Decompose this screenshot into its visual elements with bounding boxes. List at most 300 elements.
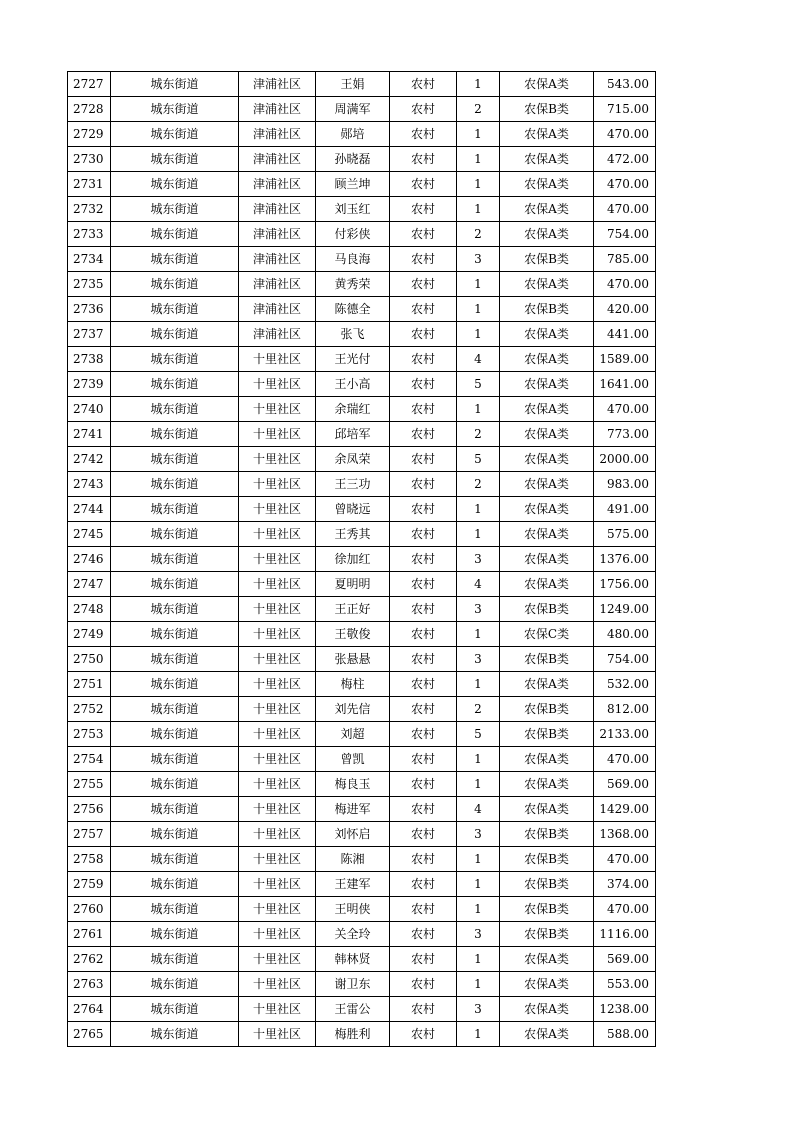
record-number-cell: 2730: [68, 147, 111, 172]
community-cell: 津浦社区: [239, 147, 316, 172]
amount-cell: 553.00: [594, 972, 656, 997]
household-size-cell: 5: [457, 447, 500, 472]
household-size-cell: 1: [457, 122, 500, 147]
name-cell: 孙晓磊: [316, 147, 390, 172]
name-cell: 谢卫东: [316, 972, 390, 997]
subdistrict-cell: 城东街道: [111, 847, 239, 872]
table-row: [68, 772, 656, 797]
household-type-cell: 农村: [390, 972, 457, 997]
community-cell: 津浦社区: [239, 222, 316, 247]
table-row: [68, 497, 656, 522]
amount-cell: 491.00: [594, 497, 656, 522]
community-cell: 津浦社区: [239, 322, 316, 347]
record-number-cell: 2734: [68, 247, 111, 272]
table-row: [68, 547, 656, 572]
household-size-cell: 5: [457, 372, 500, 397]
insurance-category-cell: 农保A类: [500, 797, 594, 822]
subdistrict-cell: 城东街道: [111, 972, 239, 997]
household-size-cell: 2: [457, 697, 500, 722]
table-row: [68, 622, 656, 647]
table-body: [68, 72, 656, 1047]
household-size-cell: 4: [457, 572, 500, 597]
amount-cell: 532.00: [594, 672, 656, 697]
name-cell: 顾兰坤: [316, 172, 390, 197]
household-size-cell: 1: [457, 622, 500, 647]
household-size-cell: 1: [457, 272, 500, 297]
subdistrict-cell: 城东街道: [111, 322, 239, 347]
name-cell: 徐加红: [316, 547, 390, 572]
household-type-cell: 农村: [390, 647, 457, 672]
record-number-cell: 2735: [68, 272, 111, 297]
insurance-category-cell: 农保A类: [500, 547, 594, 572]
record-number-cell: 2751: [68, 672, 111, 697]
record-number-cell: 2758: [68, 847, 111, 872]
community-cell: 十里社区: [239, 472, 316, 497]
household-type-cell: 农村: [390, 822, 457, 847]
household-size-cell: 1: [457, 947, 500, 972]
record-number-cell: 2728: [68, 97, 111, 122]
subdistrict-cell: 城东街道: [111, 747, 239, 772]
subdistrict-cell: 城东街道: [111, 422, 239, 447]
record-number-cell: 2732: [68, 197, 111, 222]
table-row: [68, 747, 656, 772]
household-type-cell: 农村: [390, 497, 457, 522]
household-size-cell: 1: [457, 497, 500, 522]
household-size-cell: 1: [457, 747, 500, 772]
amount-cell: 1756.00: [594, 572, 656, 597]
subdistrict-cell: 城东街道: [111, 472, 239, 497]
record-number-cell: 2739: [68, 372, 111, 397]
table-row: [68, 522, 656, 547]
household-size-cell: 4: [457, 797, 500, 822]
name-cell: 余瑞红: [316, 397, 390, 422]
subdistrict-cell: 城东街道: [111, 72, 239, 97]
subdistrict-cell: 城东街道: [111, 697, 239, 722]
amount-cell: 983.00: [594, 472, 656, 497]
subdistrict-cell: 城东街道: [111, 172, 239, 197]
subdistrict-cell: 城东街道: [111, 647, 239, 672]
household-type-cell: 农村: [390, 197, 457, 222]
household-size-cell: 1: [457, 872, 500, 897]
household-type-cell: 农村: [390, 422, 457, 447]
household-type-cell: 农村: [390, 322, 457, 347]
record-number-cell: 2749: [68, 622, 111, 647]
insurance-category-cell: 农保A类: [500, 497, 594, 522]
name-cell: 张飞: [316, 322, 390, 347]
household-type-cell: 农村: [390, 147, 457, 172]
household-size-cell: 2: [457, 472, 500, 497]
record-number-cell: 2741: [68, 422, 111, 447]
amount-cell: 470.00: [594, 122, 656, 147]
community-cell: 十里社区: [239, 647, 316, 672]
amount-cell: 480.00: [594, 622, 656, 647]
name-cell: 王秀其: [316, 522, 390, 547]
insurance-category-cell: 农保A类: [500, 447, 594, 472]
household-type-cell: 农村: [390, 222, 457, 247]
household-size-cell: 1: [457, 847, 500, 872]
record-number-cell: 2760: [68, 897, 111, 922]
amount-cell: 470.00: [594, 847, 656, 872]
roster-table: [67, 71, 656, 1047]
insurance-category-cell: 农保A类: [500, 122, 594, 147]
subdistrict-cell: 城东街道: [111, 547, 239, 572]
subdistrict-cell: 城东街道: [111, 297, 239, 322]
record-number-cell: 2740: [68, 397, 111, 422]
household-size-cell: 1: [457, 522, 500, 547]
name-cell: 王小高: [316, 372, 390, 397]
amount-cell: 1368.00: [594, 822, 656, 847]
record-number-cell: 2727: [68, 72, 111, 97]
record-number-cell: 2737: [68, 322, 111, 347]
insurance-category-cell: 农保B类: [500, 697, 594, 722]
name-cell: 曾晓远: [316, 497, 390, 522]
name-cell: 王娟: [316, 72, 390, 97]
record-number-cell: 2759: [68, 872, 111, 897]
amount-cell: 470.00: [594, 897, 656, 922]
subdistrict-cell: 城东街道: [111, 897, 239, 922]
insurance-category-cell: 农保A类: [500, 197, 594, 222]
household-size-cell: 3: [457, 247, 500, 272]
table-row: [68, 72, 656, 97]
community-cell: 十里社区: [239, 372, 316, 397]
name-cell: 刘超: [316, 722, 390, 747]
amount-cell: 374.00: [594, 872, 656, 897]
subdistrict-cell: 城东街道: [111, 1022, 239, 1047]
subdistrict-cell: 城东街道: [111, 622, 239, 647]
name-cell: 梅良玉: [316, 772, 390, 797]
household-type-cell: 农村: [390, 522, 457, 547]
household-size-cell: 2: [457, 97, 500, 122]
community-cell: 十里社区: [239, 1022, 316, 1047]
household-type-cell: 农村: [390, 297, 457, 322]
insurance-category-cell: 农保A类: [500, 147, 594, 172]
record-number-cell: 2764: [68, 997, 111, 1022]
name-cell: 梅进军: [316, 797, 390, 822]
table-row: [68, 872, 656, 897]
subdistrict-cell: 城东街道: [111, 822, 239, 847]
name-cell: 韩林贤: [316, 947, 390, 972]
household-size-cell: 4: [457, 347, 500, 372]
household-type-cell: 农村: [390, 672, 457, 697]
insurance-category-cell: 农保B类: [500, 597, 594, 622]
name-cell: 夏明明: [316, 572, 390, 597]
subdistrict-cell: 城东街道: [111, 797, 239, 822]
household-size-cell: 3: [457, 922, 500, 947]
subdistrict-cell: 城东街道: [111, 522, 239, 547]
table-row: [68, 797, 656, 822]
name-cell: 王正好: [316, 597, 390, 622]
insurance-category-cell: 农保A类: [500, 972, 594, 997]
insurance-category-cell: 农保A类: [500, 1022, 594, 1047]
amount-cell: 1238.00: [594, 997, 656, 1022]
community-cell: 十里社区: [239, 947, 316, 972]
name-cell: 刘先信: [316, 697, 390, 722]
household-type-cell: 农村: [390, 947, 457, 972]
household-type-cell: 农村: [390, 697, 457, 722]
community-cell: 十里社区: [239, 522, 316, 547]
table-row: [68, 472, 656, 497]
insurance-category-cell: 农保B类: [500, 847, 594, 872]
amount-cell: 1116.00: [594, 922, 656, 947]
community-cell: 十里社区: [239, 747, 316, 772]
insurance-category-cell: 农保B类: [500, 822, 594, 847]
household-type-cell: 农村: [390, 247, 457, 272]
household-size-cell: 1: [457, 147, 500, 172]
household-type-cell: 农村: [390, 597, 457, 622]
amount-cell: 569.00: [594, 772, 656, 797]
record-number-cell: 2757: [68, 822, 111, 847]
subdistrict-cell: 城东街道: [111, 922, 239, 947]
subdistrict-cell: 城东街道: [111, 197, 239, 222]
community-cell: 津浦社区: [239, 172, 316, 197]
amount-cell: 470.00: [594, 397, 656, 422]
record-number-cell: 2752: [68, 697, 111, 722]
household-size-cell: 1: [457, 772, 500, 797]
record-number-cell: 2738: [68, 347, 111, 372]
table-row: [68, 247, 656, 272]
subdistrict-cell: 城东街道: [111, 222, 239, 247]
community-cell: 十里社区: [239, 547, 316, 572]
name-cell: 刘怀启: [316, 822, 390, 847]
subdistrict-cell: 城东街道: [111, 572, 239, 597]
household-size-cell: 1: [457, 672, 500, 697]
amount-cell: 715.00: [594, 97, 656, 122]
amount-cell: 420.00: [594, 297, 656, 322]
community-cell: 十里社区: [239, 722, 316, 747]
insurance-category-cell: 农保C类: [500, 622, 594, 647]
table-row: [68, 222, 656, 247]
community-cell: 十里社区: [239, 572, 316, 597]
insurance-category-cell: 农保B类: [500, 97, 594, 122]
name-cell: 付彩侠: [316, 222, 390, 247]
amount-cell: 543.00: [594, 72, 656, 97]
community-cell: 十里社区: [239, 422, 316, 447]
insurance-category-cell: 农保A类: [500, 422, 594, 447]
table-row: [68, 897, 656, 922]
household-type-cell: 农村: [390, 747, 457, 772]
subdistrict-cell: 城东街道: [111, 497, 239, 522]
table-row: [68, 172, 656, 197]
name-cell: 张悬悬: [316, 647, 390, 672]
table-row: [68, 197, 656, 222]
household-type-cell: 农村: [390, 547, 457, 572]
amount-cell: 773.00: [594, 422, 656, 447]
subdistrict-cell: 城东街道: [111, 97, 239, 122]
amount-cell: 1376.00: [594, 547, 656, 572]
community-cell: 十里社区: [239, 847, 316, 872]
name-cell: 梅柱: [316, 672, 390, 697]
insurance-category-cell: 农保A类: [500, 72, 594, 97]
community-cell: 津浦社区: [239, 247, 316, 272]
table-row: [68, 97, 656, 122]
name-cell: 余凤荣: [316, 447, 390, 472]
amount-cell: 754.00: [594, 222, 656, 247]
subdistrict-cell: 城东街道: [111, 672, 239, 697]
table-row: [68, 997, 656, 1022]
amount-cell: 470.00: [594, 272, 656, 297]
name-cell: 黄秀荣: [316, 272, 390, 297]
insurance-category-cell: 农保B类: [500, 722, 594, 747]
record-number-cell: 2743: [68, 472, 111, 497]
community-cell: 津浦社区: [239, 197, 316, 222]
amount-cell: 472.00: [594, 147, 656, 172]
household-size-cell: 2: [457, 222, 500, 247]
table-row: [68, 397, 656, 422]
table-row: [68, 722, 656, 747]
table-row: [68, 447, 656, 472]
insurance-category-cell: 农保A类: [500, 397, 594, 422]
insurance-category-cell: 农保B类: [500, 647, 594, 672]
insurance-category-cell: 农保A类: [500, 522, 594, 547]
household-type-cell: 农村: [390, 447, 457, 472]
community-cell: 津浦社区: [239, 272, 316, 297]
household-size-cell: 3: [457, 997, 500, 1022]
community-cell: 十里社区: [239, 772, 316, 797]
community-cell: 十里社区: [239, 797, 316, 822]
household-size-cell: 1: [457, 972, 500, 997]
record-number-cell: 2745: [68, 522, 111, 547]
subdistrict-cell: 城东街道: [111, 122, 239, 147]
insurance-category-cell: 农保B类: [500, 297, 594, 322]
table-row: [68, 647, 656, 672]
community-cell: 十里社区: [239, 897, 316, 922]
household-type-cell: 农村: [390, 922, 457, 947]
household-size-cell: 1: [457, 297, 500, 322]
name-cell: 王敬俊: [316, 622, 390, 647]
subdistrict-cell: 城东街道: [111, 997, 239, 1022]
subdistrict-cell: 城东街道: [111, 772, 239, 797]
record-number-cell: 2747: [68, 572, 111, 597]
insurance-category-cell: 农保A类: [500, 997, 594, 1022]
community-cell: 津浦社区: [239, 72, 316, 97]
household-type-cell: 农村: [390, 372, 457, 397]
amount-cell: 785.00: [594, 247, 656, 272]
household-type-cell: 农村: [390, 122, 457, 147]
community-cell: 十里社区: [239, 697, 316, 722]
name-cell: 马良海: [316, 247, 390, 272]
amount-cell: 2133.00: [594, 722, 656, 747]
community-cell: 十里社区: [239, 347, 316, 372]
community-cell: 津浦社区: [239, 122, 316, 147]
community-cell: 十里社区: [239, 597, 316, 622]
record-number-cell: 2762: [68, 947, 111, 972]
insurance-category-cell: 农保B类: [500, 897, 594, 922]
record-number-cell: 2729: [68, 122, 111, 147]
insurance-category-cell: 农保A类: [500, 472, 594, 497]
table-row: [68, 297, 656, 322]
household-type-cell: 农村: [390, 797, 457, 822]
community-cell: 十里社区: [239, 997, 316, 1022]
name-cell: 梅胜利: [316, 1022, 390, 1047]
insurance-category-cell: 农保B类: [500, 872, 594, 897]
amount-cell: 1429.00: [594, 797, 656, 822]
name-cell: 王明侠: [316, 897, 390, 922]
insurance-category-cell: 农保A类: [500, 222, 594, 247]
table-row: [68, 147, 656, 172]
record-number-cell: 2736: [68, 297, 111, 322]
table-row: [68, 122, 656, 147]
record-number-cell: 2756: [68, 797, 111, 822]
household-size-cell: 3: [457, 822, 500, 847]
record-number-cell: 2733: [68, 222, 111, 247]
household-type-cell: 农村: [390, 97, 457, 122]
household-type-cell: 农村: [390, 172, 457, 197]
insurance-category-cell: 农保A类: [500, 772, 594, 797]
subdistrict-cell: 城东街道: [111, 722, 239, 747]
community-cell: 十里社区: [239, 822, 316, 847]
record-number-cell: 2761: [68, 922, 111, 947]
record-number-cell: 2742: [68, 447, 111, 472]
household-size-cell: 1: [457, 397, 500, 422]
household-size-cell: 1: [457, 72, 500, 97]
community-cell: 十里社区: [239, 447, 316, 472]
table-row: [68, 822, 656, 847]
household-type-cell: 农村: [390, 72, 457, 97]
household-size-cell: 1: [457, 197, 500, 222]
community-cell: 津浦社区: [239, 297, 316, 322]
household-type-cell: 农村: [390, 847, 457, 872]
insurance-category-cell: 农保B类: [500, 247, 594, 272]
name-cell: 王三功: [316, 472, 390, 497]
insurance-category-cell: 农保A类: [500, 172, 594, 197]
insurance-category-cell: 农保A类: [500, 947, 594, 972]
record-number-cell: 2755: [68, 772, 111, 797]
amount-cell: 569.00: [594, 947, 656, 972]
table-row: [68, 347, 656, 372]
table-row: [68, 322, 656, 347]
community-cell: 津浦社区: [239, 97, 316, 122]
amount-cell: 441.00: [594, 322, 656, 347]
name-cell: 刘玉红: [316, 197, 390, 222]
name-cell: 陈德全: [316, 297, 390, 322]
household-type-cell: 农村: [390, 397, 457, 422]
name-cell: 曾凯: [316, 747, 390, 772]
household-size-cell: 3: [457, 597, 500, 622]
name-cell: 王光付: [316, 347, 390, 372]
community-cell: 十里社区: [239, 497, 316, 522]
name-cell: 邱培军: [316, 422, 390, 447]
subdistrict-cell: 城东街道: [111, 272, 239, 297]
subdistrict-cell: 城东街道: [111, 447, 239, 472]
household-size-cell: 1: [457, 322, 500, 347]
record-number-cell: 2763: [68, 972, 111, 997]
community-cell: 十里社区: [239, 397, 316, 422]
record-number-cell: 2746: [68, 547, 111, 572]
record-number-cell: 2765: [68, 1022, 111, 1047]
amount-cell: 2000.00: [594, 447, 656, 472]
household-size-cell: 1: [457, 1022, 500, 1047]
household-type-cell: 农村: [390, 572, 457, 597]
table-row: [68, 572, 656, 597]
subdistrict-cell: 城东街道: [111, 397, 239, 422]
record-number-cell: 2744: [68, 497, 111, 522]
insurance-category-cell: 农保A类: [500, 672, 594, 697]
amount-cell: 1249.00: [594, 597, 656, 622]
subdistrict-cell: 城东街道: [111, 147, 239, 172]
household-type-cell: 农村: [390, 997, 457, 1022]
amount-cell: 812.00: [594, 697, 656, 722]
record-number-cell: 2754: [68, 747, 111, 772]
household-type-cell: 农村: [390, 622, 457, 647]
table-row: [68, 422, 656, 447]
table-row: [68, 1022, 656, 1047]
subdistrict-cell: 城东街道: [111, 872, 239, 897]
insurance-category-cell: 农保A类: [500, 572, 594, 597]
amount-cell: 1589.00: [594, 347, 656, 372]
amount-cell: 754.00: [594, 647, 656, 672]
name-cell: 郧培: [316, 122, 390, 147]
household-size-cell: 1: [457, 172, 500, 197]
